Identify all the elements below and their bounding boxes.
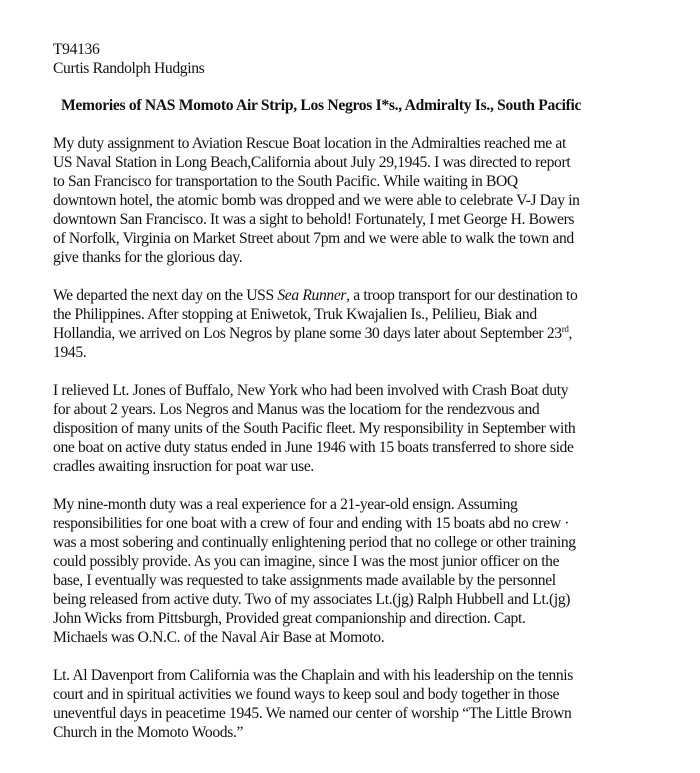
paragraph-2 bbox=[53, 286, 693, 362]
ordinal-suffix: rd bbox=[561, 324, 569, 334]
author-name: Curtis Randolph Hudgins bbox=[53, 60, 205, 77]
text-line: one boat on active duty status ended in June 1946 with 15 boats transferred to shore side bbox=[53, 439, 574, 456]
text-line: to San Francisco for transportation to the South Pacific. While waiting in BOQ bbox=[53, 173, 518, 190]
text-line: disposition of many units of the South Pacific fleet. My responsibility in September with bbox=[53, 420, 576, 437]
text-line: uneventful days in peacetime 1945. We named our center of worship “The Little Brown bbox=[53, 705, 572, 722]
text-line: My duty assignment to Aviation Rescue Boat location in the Admiralties reached me at bbox=[53, 135, 566, 152]
text-line: downtown hotel, the atomic bomb was dropped and we were able to celebrate V-J Day in bbox=[53, 192, 580, 209]
text-line: give thanks for the glorious day. bbox=[53, 249, 243, 266]
document-page bbox=[53, 40, 693, 742]
text-line: My nine-month duty was a real experience for a 21-year-old ensign. Assuming bbox=[53, 496, 518, 513]
ship-name: Sea Runner bbox=[277, 287, 347, 304]
text-segment: Hollandia, we arrived on Los Negros by plane some 30 days later about September 23 bbox=[53, 325, 562, 342]
text-segment: We departed the next day on the USS bbox=[53, 287, 278, 304]
text-segment: , a troop transport for our destination to bbox=[346, 287, 578, 304]
text-line bbox=[53, 286, 693, 305]
text-line: Church in the Momoto Woods.” bbox=[53, 724, 244, 741]
text-line: I relieved Lt. Jones of Buffalo, New York who had been involved with Crash Boat duty bbox=[53, 382, 569, 399]
text-line: Michaels was O.N.C. of the Naval Air Base at Momoto. bbox=[53, 629, 385, 646]
text-segment: , bbox=[568, 325, 573, 342]
text-line bbox=[53, 324, 693, 343]
text-line: Lt. Al Davenport from California was the Chaplain and with his leadership on the tennis bbox=[53, 667, 573, 684]
document-title: Memories of NAS Momoto Air Strip, Los Negros I*s., Admiralty Is., South Pacific bbox=[61, 97, 582, 114]
text-line: downtown San Francisco. It was a sight to behold! Fortunately, I met George H. Bowers bbox=[53, 211, 575, 228]
paragraph-5 bbox=[53, 666, 693, 742]
text-line: US Naval Station in Long Beach,California about July 29,1945. I was directed to report bbox=[53, 154, 571, 171]
text-line: cradles awaiting insruction for poat war use. bbox=[53, 458, 314, 475]
record-id: T94136 bbox=[53, 41, 100, 58]
paragraph-3 bbox=[53, 381, 693, 476]
text-line: John Wicks from Pittsburgh, Provided great companionship and direction. Capt. bbox=[53, 610, 526, 627]
paragraph-1 bbox=[53, 134, 693, 267]
text-line: court and in spiritual activities we found ways to keep soul and body together in those bbox=[53, 686, 560, 703]
text-line: responsibilities for one boat with a crew of four and ending with 15 boats abd no crew · bbox=[53, 515, 570, 532]
text-line: for about 2 years. Los Negros and Manus was the locatiom for the rendezvous and bbox=[53, 401, 540, 418]
paragraph-4 bbox=[53, 495, 693, 647]
text-line: of Norfolk, Virginia on Market Street about 7pm and we were able to walk the town and bbox=[53, 230, 574, 247]
text-line: the Philippines. After stopping at Eniwetok, Truk Kwajalien Is., Pelilieu, Biak and bbox=[53, 306, 537, 323]
text-line: 1945. bbox=[53, 344, 87, 361]
text-line: was a most sobering and continually enlightening period that no college or other training bbox=[53, 534, 576, 551]
text-line: being released from active duty. Two of my associates Lt.(jg) Ralph Hubbell and Lt.(jg) bbox=[53, 591, 571, 608]
text-line: could possibly provide. As you can imagine, since I was the most junior officer on the bbox=[53, 553, 560, 570]
text-line: base, I eventually was requested to take assignments made available by the personnel bbox=[53, 572, 556, 589]
